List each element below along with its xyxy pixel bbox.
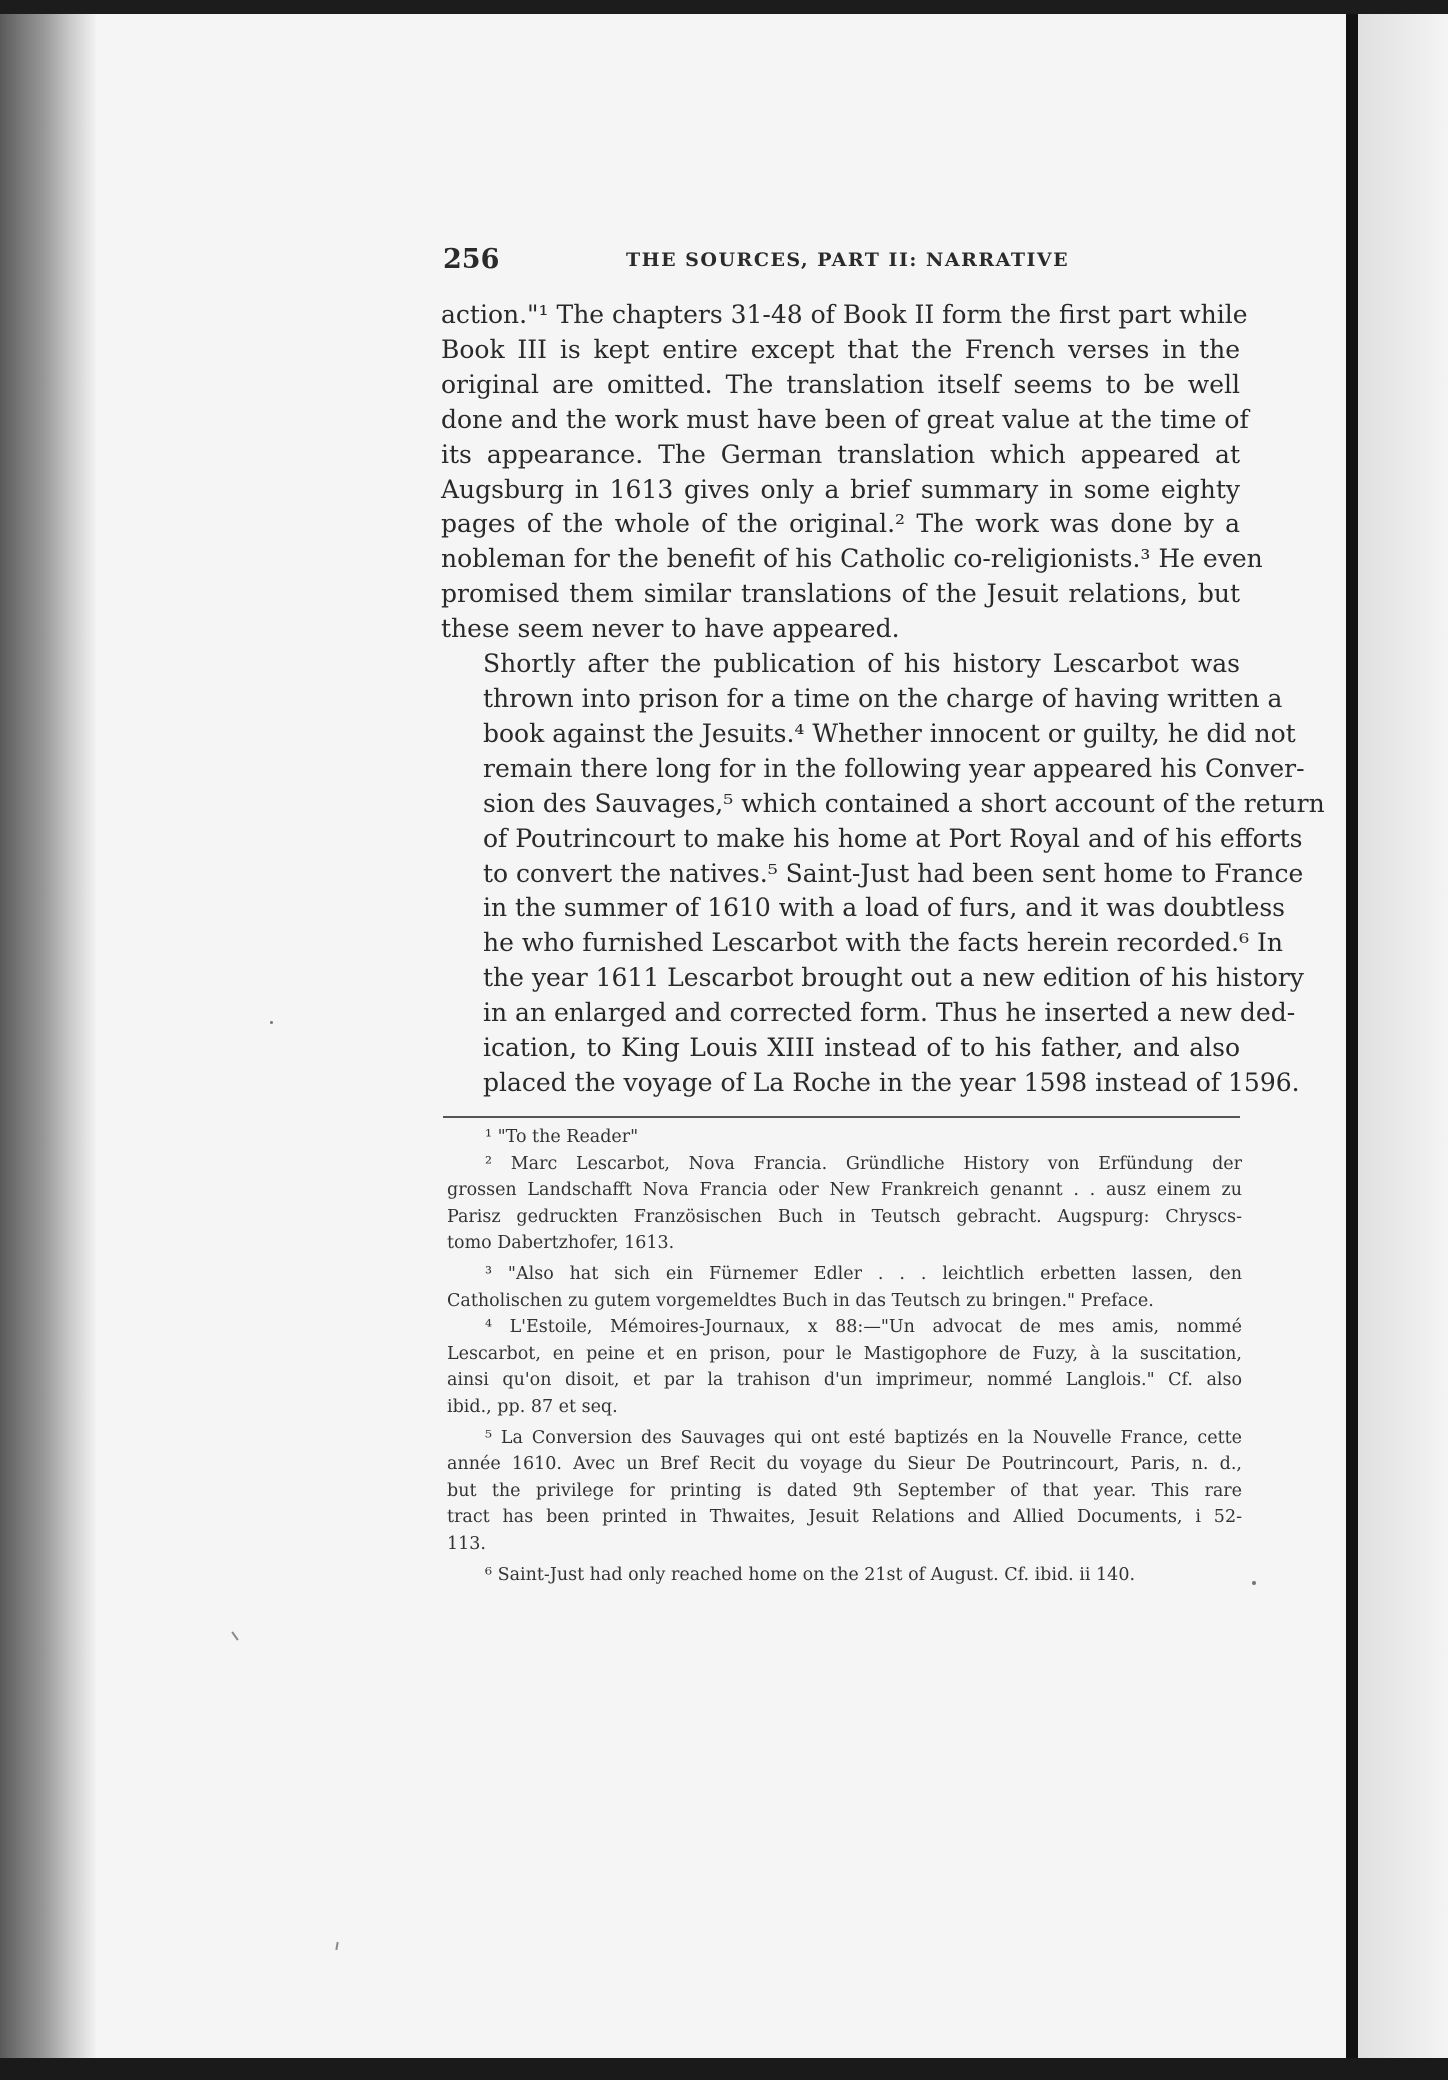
footnote xyxy=(447,1562,1242,1589)
facing-page-edge xyxy=(1358,14,1448,2058)
text-line: Augsburg in 1613 gives only a brief summary in some eighty xyxy=(441,474,1240,504)
paragraph xyxy=(441,647,1325,1101)
footnote-line: Parisz gedruckten Französischen Buch in Teutsch gebracht. Augspurg: Chryscs- xyxy=(447,1206,1242,1227)
scan-speck xyxy=(1252,1581,1256,1585)
text-line: original are omitted. The translation itself seems to be well xyxy=(441,369,1240,399)
page-number: 256 xyxy=(443,244,500,275)
scan-top-border xyxy=(0,0,1448,14)
running-head: THE SOURCES, PART II: NARRATIVE xyxy=(626,249,1070,271)
text-line: done and the work must have been of great value at the time of xyxy=(441,404,1249,434)
footnote-line: tomo Dabertzhofer, 1613. xyxy=(447,1233,675,1254)
footnote-line: ⁴ L'Estoile, Mémoires-Journaux, x 88:—"Un advocat de mes amis, nommé xyxy=(485,1317,1242,1338)
body-text xyxy=(441,298,1325,1101)
text-line: promised them similar translations of the Jesuit relations, but xyxy=(441,579,1240,609)
footnote-line: ³ "Also hat sich ein Fürnemer Edler . . . leichtlich erbetten lassen, den xyxy=(485,1263,1242,1284)
footnote-line: ² Marc Lescarbot, Nova Francia. Gründliche History von Erfündung der xyxy=(485,1153,1242,1174)
text-line: the year 1611 Lescarbot brought out a new edition of his history xyxy=(483,963,1304,993)
text-line: in the summer of 1610 with a load of furs, and it was doubtless xyxy=(483,893,1285,923)
footnote-line: ¹ "To the Reader" xyxy=(485,1127,639,1147)
footnote xyxy=(447,1124,1242,1151)
text-line: thrown into prison for a time on the charge of having written a xyxy=(483,683,1283,713)
text-line: ication, to King Louis XIII instead of to his father, and also xyxy=(483,1033,1240,1063)
footnote-rule xyxy=(443,1116,1240,1118)
text-line: remain there long for in the following year appeared his Conver- xyxy=(483,753,1305,783)
footnote-line: Lescarbot, en peine et en prison, pour le Mastigophore de Fuzy, à la suscitation, xyxy=(447,1343,1242,1364)
text-line: book against the Jesuits.⁴ Whether innocent or guilty, he did not xyxy=(483,718,1296,748)
footnote-line: 113. xyxy=(447,1533,486,1554)
text-line: these seem never to have appeared. xyxy=(441,614,900,644)
footnote-line: ainsi qu'on disoit, et par la trahison d'un imprimeur, nommé Langlois." Cf. also xyxy=(447,1370,1242,1391)
text-line: Book III is kept entire except that the French verses in the xyxy=(441,334,1240,364)
text-line: action."¹ The chapters 31-48 of Book II form the first part while xyxy=(441,300,1248,329)
footnote-line: ⁵ La Conversion des Sauvages qui ont esté baptizés en la Nouvelle France, cette xyxy=(485,1427,1242,1448)
scan-speck xyxy=(270,1021,273,1024)
text-line: to convert the natives.⁵ Saint-Just had been sent home to France xyxy=(483,858,1304,888)
footnote xyxy=(447,1314,1242,1420)
scan-bottom-border xyxy=(0,2058,1448,2080)
text-line: pages of the whole of the original.² The work was done by a xyxy=(441,509,1240,539)
text-line: placed the voyage of La Roche in the year 1598 instead of 1596. xyxy=(483,1067,1300,1097)
footnote xyxy=(447,1261,1242,1314)
footnote xyxy=(447,1151,1242,1257)
text-line: in an enlarged and corrected form. Thus he inserted a new ded- xyxy=(483,998,1296,1028)
text-line: of Poutrincourt to make his home at Port Royal and of his efforts xyxy=(483,823,1303,853)
footnote-line: ibid., pp. 87 et seq. xyxy=(447,1396,618,1417)
text-line: nobleman for the benefit of his Catholic co-religionists.³ He even xyxy=(441,544,1263,574)
book-left-edge xyxy=(0,14,96,2058)
footnote-line: année 1610. Avec un Bref Recit du voyage du Sieur De Poutrincourt, Paris, n. d., xyxy=(447,1454,1242,1475)
page-gutter xyxy=(1346,14,1358,2058)
footnotes xyxy=(447,1124,1242,1588)
page-header xyxy=(443,244,1240,280)
footnote-line: but the privilege for printing is dated 9th September of that year. This rare xyxy=(447,1480,1242,1501)
footnote-line: tract has been printed in Thwaites, Jesuit Relations and Allied Documents, i 52- xyxy=(447,1507,1242,1528)
text-line: Shortly after the publication of his history Lescarbot was xyxy=(483,649,1240,679)
paragraph xyxy=(441,298,1263,647)
footnote-line: grossen Landschafft Nova Francia oder New Frankreich genannt . . ausz einem zu xyxy=(447,1180,1242,1201)
text-line: its appearance. The German translation which appeared at xyxy=(441,439,1240,469)
text-line: sion des Sauvages,⁵ which contained a short account of the return xyxy=(483,788,1325,818)
footnote-line: ⁶ Saint-Just had only reached home on the 21st of August. Cf. ibid. ii 140. xyxy=(485,1564,1136,1585)
text-line: he who furnished Lescarbot with the facts herein recorded.⁶ In xyxy=(483,928,1284,958)
footnote-line: Catholischen zu gutem vorgemeldtes Buch in das Teutsch zu bringen." Preface. xyxy=(447,1290,1154,1311)
footnote xyxy=(447,1425,1242,1558)
